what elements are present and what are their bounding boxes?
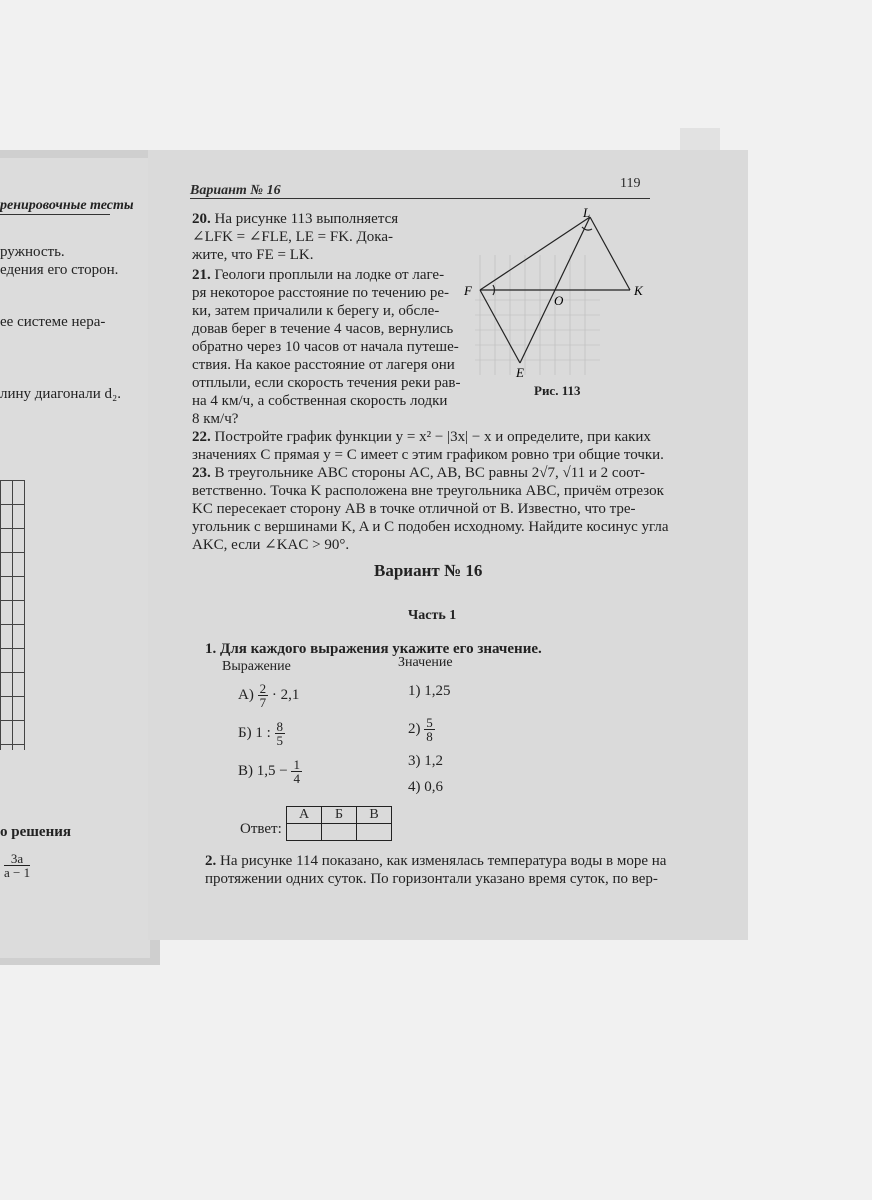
problem-number: 21. (192, 267, 211, 283)
problem-21-line: 8 км/ч? (192, 411, 239, 427)
answer-label: Ответ: (240, 821, 282, 837)
task-2-line: 2. На рисунке 114 показано, как изменялась температура воды в море на (205, 853, 667, 869)
left-line: о решения (0, 824, 71, 840)
answer-cell-b[interactable] (322, 824, 357, 841)
left-line: ружность. (0, 244, 65, 260)
problem-21-line: 21. Геологи проплыли на лодке от лаге- (192, 267, 445, 283)
task-number: 1. (205, 641, 217, 657)
point-label-O: O (554, 293, 564, 308)
problem-22-line: 22. Постройте график функции y = x² − |3x| − x и определите, при каких (192, 429, 651, 445)
problem-23-line: AKC, если ∠KAC > 90°. (192, 537, 350, 553)
problem-number: 22. (192, 429, 211, 445)
problem-21-line: ки, затем причалили к берегу и, обсле- (192, 303, 440, 319)
column-header-value: Значение (398, 655, 453, 670)
left-header-rule (0, 214, 110, 215)
task-2-line: протяжении одних суток. По горизонтали указано время суток, по вер- (205, 871, 658, 887)
answer-cell-c[interactable] (357, 824, 392, 841)
expression-c: В) 1,5 − $\frac{1}{4}$ (238, 757, 300, 786)
variant-title: Вариант № 16 (374, 561, 483, 580)
figure-113 (460, 205, 650, 400)
problem-21-line: обратно через 10 часов от начала путеше- (192, 339, 459, 355)
value-3: 3) 1,2 (408, 753, 443, 769)
answer-cell-a[interactable] (287, 824, 322, 841)
expression-b: Б) 1 : $\frac{8}{5}$ (238, 719, 284, 748)
problem-21-line: ря некоторое расстояние по течению ре- (192, 285, 449, 301)
value-1: 1) 1,25 (408, 683, 451, 699)
problem-23-line: угольник с вершинами K, A и C подобен исходному. Найдите косинус угла (192, 519, 669, 535)
left-grid (0, 480, 25, 750)
problem-21-line: отплыли, если скорость течения реки рав- (192, 375, 461, 391)
left-line: едения его сторон. (0, 262, 119, 278)
left-line: лину диагонали d₂. (0, 386, 121, 402)
left-page (0, 158, 150, 958)
problem-20-line: жите, что FE = LK. (192, 247, 314, 263)
problem-21-line: ствия. На какое расстояние от лагеря они (192, 357, 455, 373)
problem-23-line: 23. В треугольнике ABC стороны AC, AB, BC равны 2√7, √11 и 2 соот- (192, 465, 645, 481)
expression-a: А) $\frac{2}{7}$ · 2,1 (238, 681, 300, 710)
header-rule (190, 198, 650, 199)
value-4: 4) 0,6 (408, 779, 443, 795)
column-header-expression: Выражение (222, 659, 291, 674)
point-label-E: E (516, 365, 524, 380)
problem-number: 23. (192, 465, 211, 481)
problem-20-line: 20. На рисунке 113 выполняется (192, 211, 399, 227)
point-label-K: K (634, 283, 643, 298)
point-label-L: L (583, 205, 591, 220)
problem-23-line: ветственно. Точка K расположена вне треугольника ABC, причём отрезок (192, 483, 664, 499)
page-number: 119 (620, 176, 641, 191)
value-2: 2) $\frac{5}{8}$ (408, 715, 433, 744)
figure-caption: Рис. 113 (534, 383, 581, 398)
problem-21-line: довав берег в течение 4 часов, вернулись (192, 321, 454, 337)
left-line: ее системе нера- (0, 314, 106, 330)
answer-header-b: Б (322, 807, 357, 824)
problem-23-line: KC пересекает сторону AB в точке отличной от B. Известно, что тре- (192, 501, 636, 517)
point-label-F: F (464, 283, 472, 298)
answer-table (286, 806, 392, 841)
running-header: Вариант № 16 (190, 183, 281, 198)
answer-header-c: В (357, 807, 392, 824)
task-1-prompt: 1. Для каждого выражения укажите его значение. (205, 641, 542, 657)
left-fraction-denominator: a − 1 (4, 865, 31, 880)
answer-header-a: А (287, 807, 322, 824)
problem-number: 20. (192, 211, 211, 227)
left-header: ренировочные тесты (0, 198, 134, 213)
part-title: Часть 1 (408, 608, 457, 623)
problem-21-line: на 4 км/ч, а собственная скорость лодки (192, 393, 448, 409)
task-number: 2. (205, 853, 217, 869)
problem-22-line: значениях C прямая y = C имеет с этим графиком ровно три общие точки. (192, 447, 664, 463)
problem-20-line: ∠LFK = ∠FLE, LE = FK. Дока- (192, 229, 394, 245)
left-fraction-numerator: 3a (4, 852, 30, 866)
